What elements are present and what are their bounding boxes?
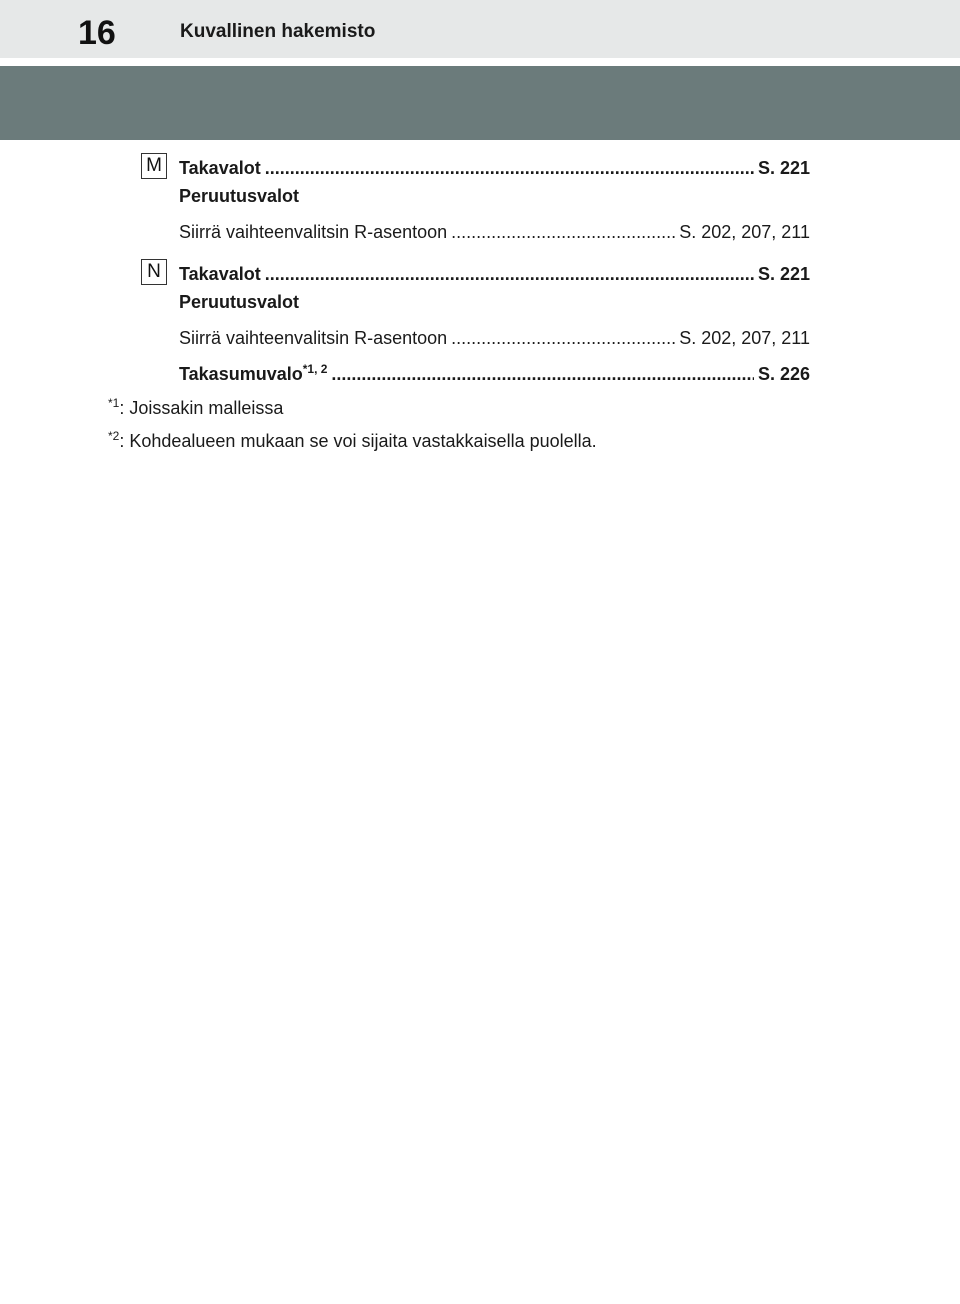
page-number: 16 xyxy=(78,14,116,52)
index-entry-takasumuvalo[interactable] xyxy=(179,361,810,387)
header-band xyxy=(0,66,960,140)
index-subhead-peruutusvalot-n: Peruutusvalot xyxy=(179,292,300,312)
dot-leader xyxy=(331,361,754,387)
page-reference[interactable]: S. 221 xyxy=(757,264,810,284)
page-reference[interactable]: S. 221 xyxy=(757,158,810,178)
dot-leader xyxy=(265,155,754,181)
dot-leader xyxy=(451,219,675,245)
entry-label: Siirrä vaihteenvalitsin R-asentoon xyxy=(179,222,448,242)
index-entry-peruutusvalot-m[interactable] xyxy=(179,219,810,245)
entry-label: Siirrä vaihteenvalitsin R-asentoon xyxy=(179,328,448,348)
page-reference[interactable]: S. 202, 207, 211 xyxy=(679,222,810,242)
footnote-mark: *1 xyxy=(108,396,120,410)
page-reference[interactable]: S. 202, 207, 211 xyxy=(679,328,810,348)
page-reference[interactable]: S. 226 xyxy=(757,364,810,384)
dot-leader xyxy=(451,325,675,351)
entry-label: Takasumuvalo$^{*1, 2}$ xyxy=(179,362,328,384)
entry-label: Takavalot xyxy=(179,264,261,284)
section-letter-m: M xyxy=(141,153,167,179)
footnote-marker: *1, 2 xyxy=(302,362,328,376)
footnote-1 xyxy=(108,395,283,421)
footnote-text: : Joissakin malleissa xyxy=(119,398,284,418)
section-letter-n: N xyxy=(141,259,167,285)
footnote-mark: *2 xyxy=(108,429,120,443)
section-title: Kuvallinen hakemisto xyxy=(180,21,376,42)
index-subhead-peruutusvalot-m: Peruutusvalot xyxy=(179,186,300,206)
index-entry-takavalot-m[interactable] xyxy=(179,155,810,181)
footnote-2 xyxy=(108,428,597,454)
entry-label: Takavalot xyxy=(179,158,261,178)
index-entry-peruutusvalot-n[interactable] xyxy=(179,325,810,351)
header-bar xyxy=(0,0,960,58)
footnote-text: : Kohdealueen mukaan se voi sijaita vastakkaisella puolella. xyxy=(119,431,597,451)
dot-leader xyxy=(265,261,754,287)
index-entry-takavalot-n[interactable] xyxy=(179,261,810,287)
